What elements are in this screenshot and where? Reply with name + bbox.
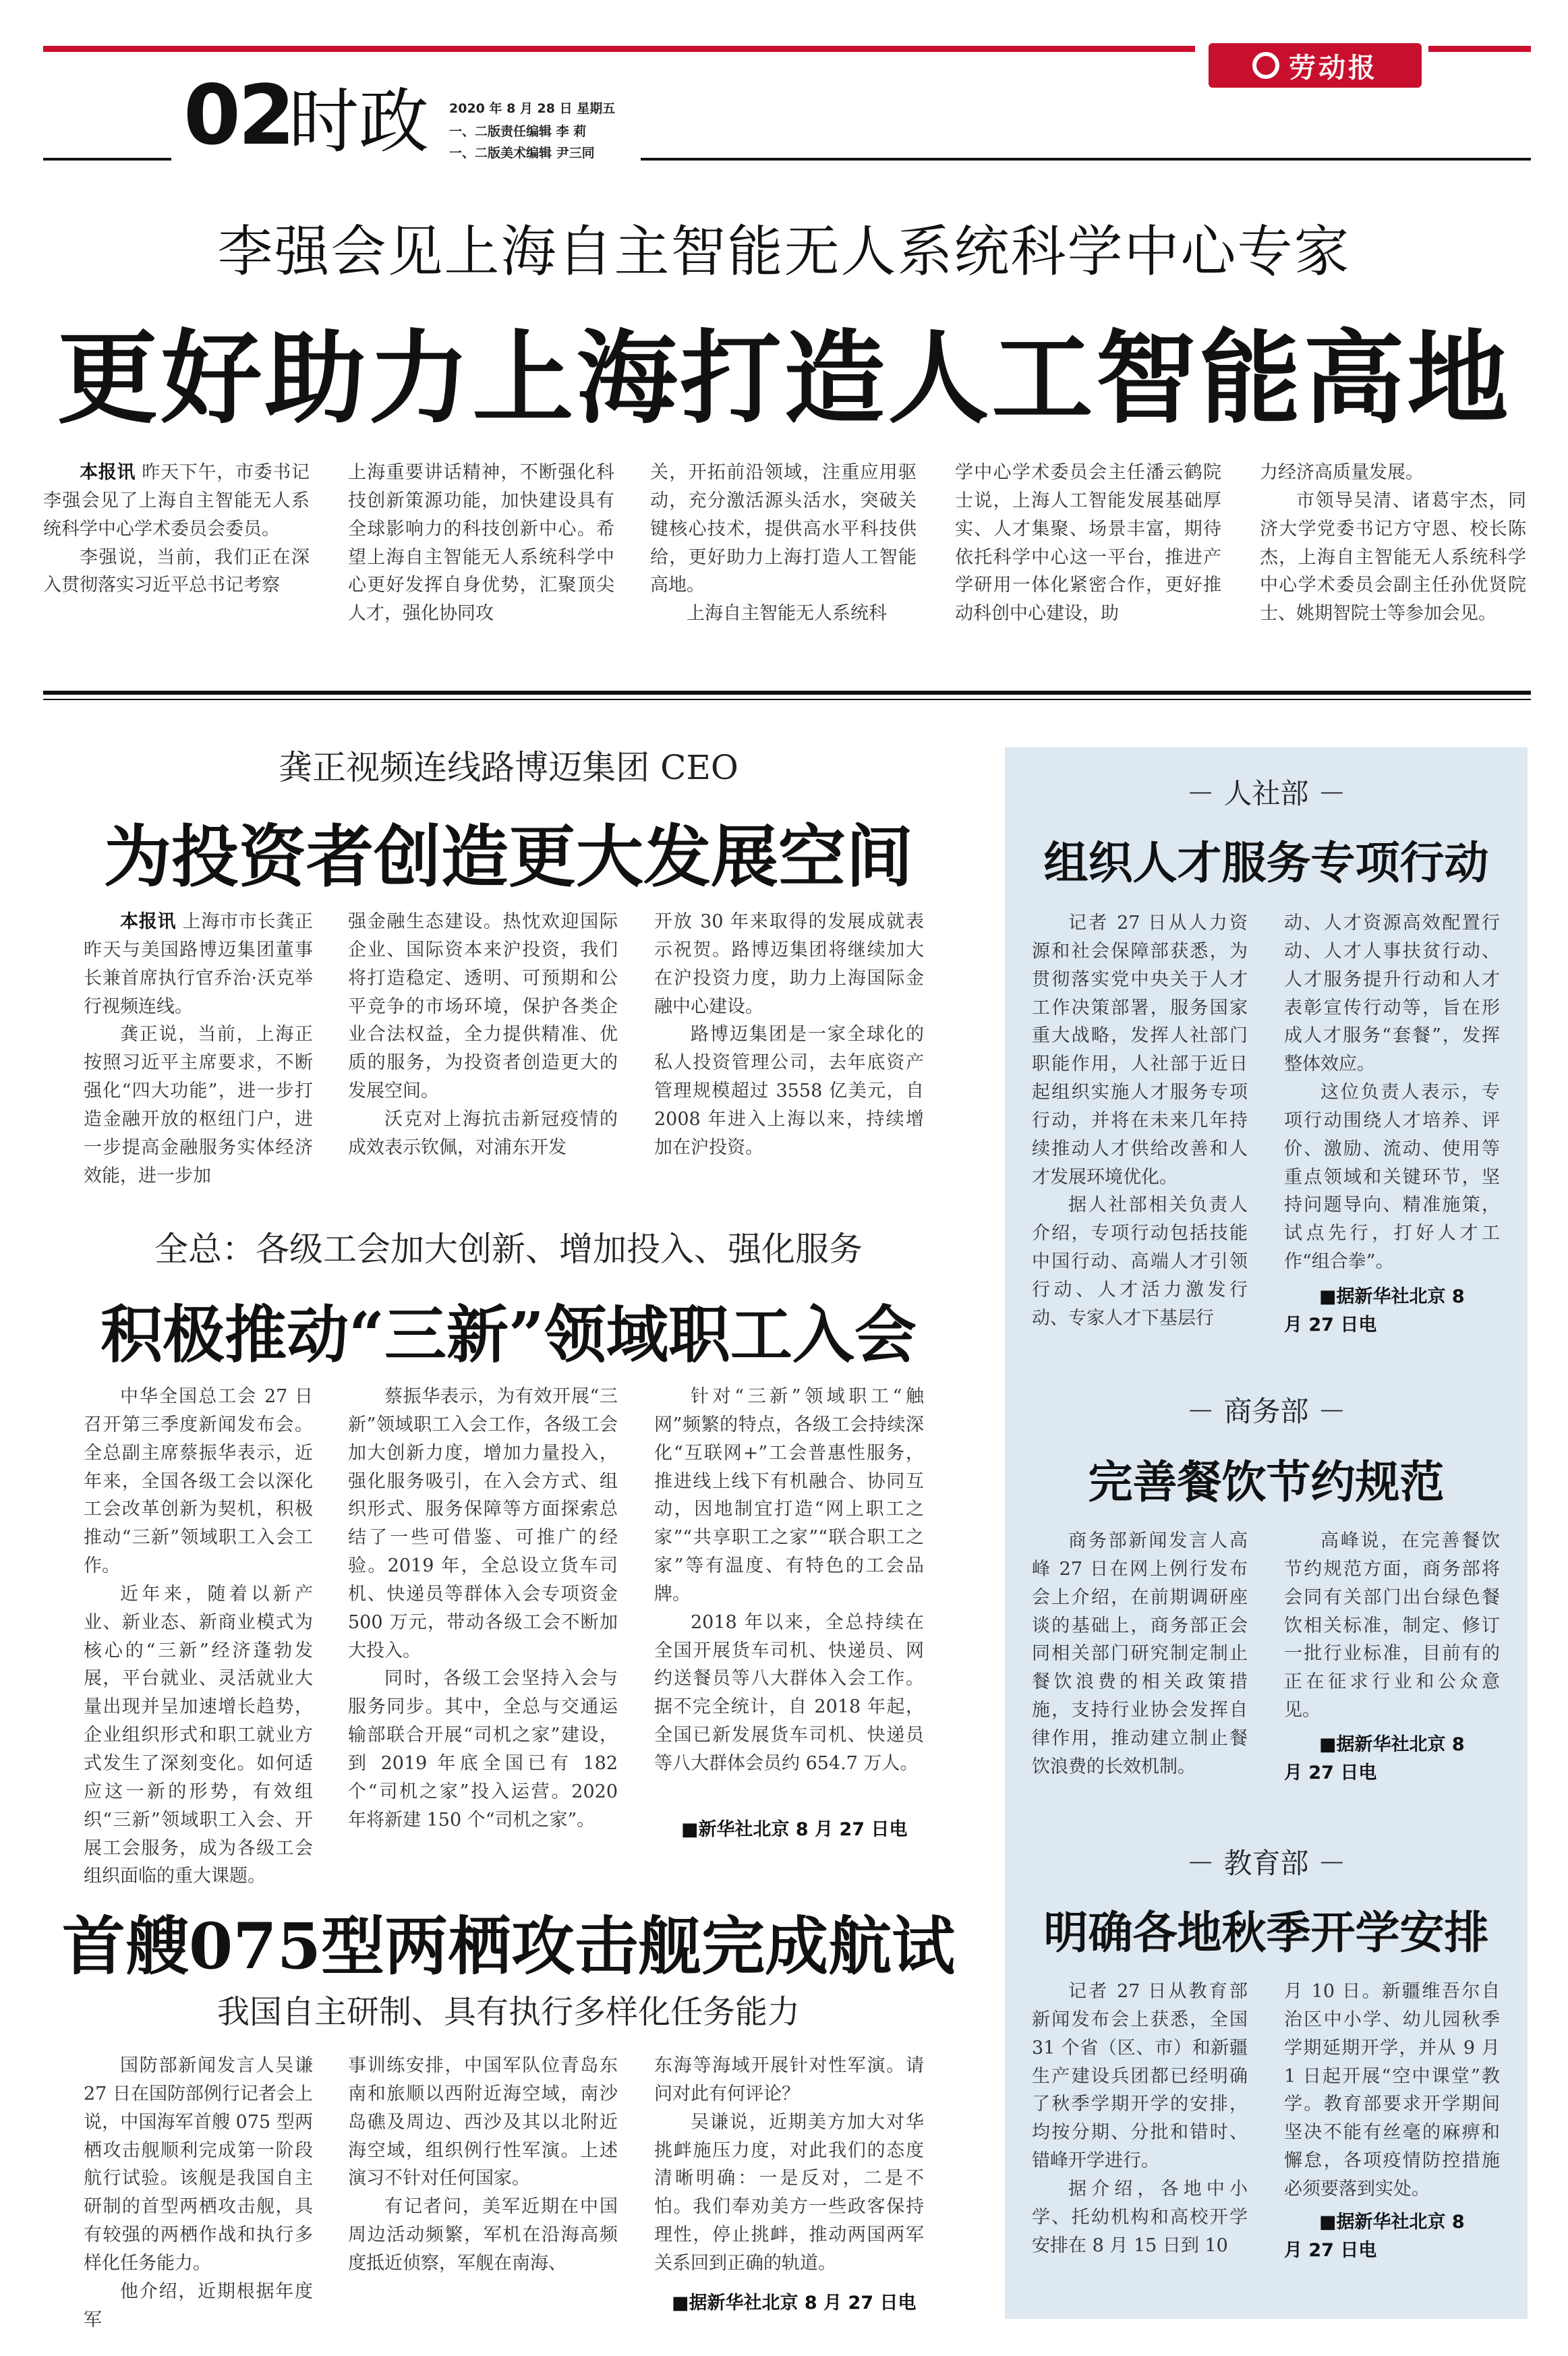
lead-bottom-rule — [43, 691, 1531, 695]
hrss-column-1: 记者 27 日从人力资源和社会保障部获悉，为贯彻落实党中央关于人才工作决策部署，服务国家重大战略，发挥人社部门职能作用，人社部于近日起组织实施人才服务专项行动，并将在未来几年持续推动人才供给改善和人才发展环境优化。 据人社部相关负责人介绍，专项行动包括技能中国行动、高端人才引领行动、人才活力激发行动、专家人才下基层行 — [1032, 913, 1248, 1329]
moe-byline-1: ■据新华社北京 8 — [1319, 2212, 1465, 2233]
header-rule-left — [43, 158, 171, 161]
story2-column-2: 强金融生态建设。热忱欢迎国际企业、国际资本来沪投资，我们将打造稳定、透明、可预期和公平竞争的市场环境，保护各类企业合法权益，全力提供精准、优质的服务，为投资者创造更大的发展空间。 沃克对上海抗击新冠疫情的成效表示钦佩，对浦东开发 — [348, 911, 618, 1158]
story4-column-2: 事训练安排，中国军队位青岛东南和旅顺以西附近海空域，南沙岛礁及周边、西沙及其以北附近海空域，组织例行性军演。上述演习不针对任何国家。 有记者问，美军近期在中国周边活动频繁，军机在沿海高频度抵近侦察，军舰在南海、 — [348, 2055, 618, 2274]
story4-title: 首艘075型两栖攻击舰完成航试 — [61, 1909, 956, 1984]
lead-title: 更好助力上海打造人工智能高地 — [57, 319, 1511, 438]
story2-column-1: 本报讯 上海市市长龚正昨天与美国路博迈集团董事长兼首席执行官乔治·沃克举行视频连线。 龚正说，当前，上海正按照习近平主席要求，不断强化“四大功能”，进一步打造金融开放的枢纽门户，进一步提高金融服务实体经济效能，进一步加 — [84, 911, 314, 1186]
lead-column-1: 本报讯 昨天下午，市委书记李强会见了上海自主智能无人系统科学中心学术委员会委员。 李强说，当前，我们正在深入贯彻落实习近平总书记考察 — [43, 462, 310, 596]
lead-bottom-rule-thin — [43, 699, 1531, 700]
story2-column-3: 开放 30 年来取得的发展成就表示祝贺。路博迈集团将继续加大在沪投资力度，助力上海国际金融中心建设。 路博迈集团是一家全球化的私人投资管理公司，去年底资产管理规模超过 3558 亿美元，自 2008 年进入上海以来，持续增加在沪投资。 — [654, 911, 924, 1158]
moe-kicker: － 教育部 － — [1186, 1847, 1346, 1880]
story3-kicker: 全总：各级工会加大创新、增加投入、强化服务 — [154, 1230, 863, 1269]
header-rule-right — [641, 158, 1531, 161]
lead-subtitle: 李强会见上海自主智能无人系统科学中心专家 — [217, 220, 1351, 284]
mofcom-title: 完善餐饮节约规范 — [1088, 1456, 1445, 1508]
editor-line: 一、二版责任编辑 李 莉 — [449, 124, 587, 139]
hrss-title: 组织人才服务专项行动 — [1043, 836, 1489, 889]
lead-column-3: 关，开拓前沿领域，注重应用驱动，充分激活源头活水，突破关键核心技术，提供高水平科技供给，更好助力上海打造人工智能高地。 上海自主智能无人系统科 — [650, 462, 917, 625]
page-number: 02 — [183, 67, 293, 163]
moe-byline-2: 月 27 日电 — [1284, 2240, 1377, 2261]
story4-kicker: 我国自主研制、具有执行多样化任务能力 — [216, 1993, 800, 2031]
hrss-byline-2: 月 27 日电 — [1284, 1315, 1377, 1335]
story3-column-2: 蔡振华表示，为有效开展“三新”领域职工入会工作，各级工会加大创新力度，增加力量投入，强化服务吸引，在入会方式、组织形式、服务保障等方面探索总结了一些可借鉴、可推广的经验。2019 年，全总设立货车司机、快递员等群体入会专项资金 500 万元，带动各级工会不断加大投入。 同时，各级工会坚持入会与服务同步。其中，全总与交通运输部联合开展“司机之家”建设，到 2019 年底全国已有 182 个“司机之家”投入运营。2020 年将新建 150 个“司机之家”。 — [348, 1386, 618, 1831]
mofcom-kicker: － 商务部 － — [1186, 1395, 1346, 1428]
hrss-column-2: 动、人才资源高效配置行动、人才人事扶贫行动、人才服务提升行动和人才表彰宣传行动等，旨在形成人才服务“套餐”，发挥整体效应。 这位负责人表示，专项行动围绕人才培养、评价、激励、流动、使用等重点领域和关键环节，坚持问题导向、精准施策，试点先行，打好人才工作“组合拳”。 — [1284, 913, 1500, 1273]
mofcom-byline-2: 月 27 日电 — [1284, 1762, 1377, 1783]
story3-column-1: 中华全国总工会 27 日召开第三季度新闻发布会。全总副主席蔡振华表示，近年来，全国各级工会以深化工会改革创新为契机，积极推动“三新”领域职工入会工作。 近年来，随着以新产业、新业态、新商业模式为核心的“三新”经济蓬勃发展，平台就业、灵活就业大量出现并呈加速增长趋势，企业组织形式和职工就业方式发生了深刻变化。如何适应这一新的形势，有效组织“三新”领域职工入会、开展工会服务，成为各级工会组织面临的重大课题。 — [84, 1386, 313, 1887]
mofcom-byline-1: ■据新华社北京 8 — [1319, 1734, 1465, 1755]
lead-column-5: 力经济高质量发展。 市领导吴清、诸葛宇杰，同济大学党委书记方守恩、校长陈杰，上海自主智能无人系统科学中心学术委员会副主任孙优贤院士、姚期智院士等参加会见。 — [1260, 462, 1526, 625]
story3-title: 积极推动“三新”领域职工入会 — [100, 1298, 917, 1371]
top-red-rule-right — [1428, 46, 1531, 52]
story4-column-1: 国防部新闻发言人吴谦 27 日在国防部例行记者会上说，中国海军首艘 075 型两栖攻击舰顺利完成第一阶段航行试验。该舰是我国自主研制的首型两栖攻击舰，具有较强的两栖作战和执行多样化任务能力。 他介绍，近期根据年度军 — [84, 2055, 313, 2330]
moe-column-2: 月 10 日。新疆维吾尔自治区中小学、幼儿园秋季学期延期开学，并从 9 月 1 日起开展“空中课堂”教学。教育部要求开学期间坚决不能有丝毫的麻痹和懈怠，各项疫情防控措施必须要落到实处。 — [1284, 1981, 1500, 2200]
mofcom-column-1: 商务部新闻发言人高峰 27 日在网上例行发布会上介绍，在前期调研座谈的基础上，商务部正会同相关部门研究制定制止餐饮浪费的相关政策措施，支持行业协会发挥自律作用，推动建立制止餐饮浪费的长效机制。 — [1032, 1530, 1248, 1777]
lead-dateline: 本报讯 — [80, 462, 136, 483]
lead-column-2: 上海重要讲话精神，不断强化科技创新策源功能，加快建设具有全球影响力的科技创新中心。希望上海自主智能无人系统科学中心更好发挥自身优势，汇聚顶尖人才，强化协同攻 — [348, 462, 614, 625]
art-editor-line: 一、二版美术编辑 尹三同 — [449, 146, 595, 161]
story4-byline: ■据新华社北京 8 月 27 日电 — [672, 2293, 917, 2314]
story4-column-3: 东海等海域开展针对性军演。请问对此有何评论？ 吴谦说，近期美方加大对华挑衅施压力度，对此我们的态度清晰明确：一是反对，二是不怕。我们奉劝美方一些政客保持理性，停止挑衅，推动两国两军关系回到正确的轨道。 — [654, 2055, 924, 2274]
story2-kicker: 龚正视频连线路博迈集团 CEO — [279, 748, 738, 787]
hrss-kicker: － 人社部 － — [1186, 777, 1346, 810]
hrss-byline-1: ■据新华社北京 8 — [1319, 1286, 1465, 1307]
moe-column-1: 记者 27 日从教育部新闻发布会上获悉，全国 31 个省（区、市）和新疆生产建设兵团都已经明确了秋季学期开学的安排，均按分期、分批和错时、错峰开学进行。 据介绍，各地中小学、托幼机构和高校开学安排在 8 月 15 日到 10 — [1032, 1981, 1248, 2256]
top-red-rule — [43, 46, 1195, 52]
mofcom-column-2: 高峰说，在完善餐饮节约规范方面，商务部将会同有关部门出台绿色餐饮相关标准，制定、修订一批行业标准，目前有的正在征求行业和公众意见。 — [1284, 1530, 1500, 1721]
lead-column-4: 学中心学术委员会主任潘云鹤院士说，上海人工智能发展基础厚实、人才集聚、场景丰富，期待依托科学中心这一平台，推进产学研用一体化紧密合作，更好推动科创中心建设，助 — [955, 462, 1221, 625]
section-name: 时政 — [289, 80, 430, 163]
story3-byline: ■新华社北京 8 月 27 日电 — [681, 1819, 908, 1840]
issue-date: 2020 年 8 月 28 日 星期五 — [449, 101, 616, 116]
story3-column-3: 针对“三新”领域职工“触网”频繁的特点，各级工会持续深化“互联网+”工会普惠性服务，推进线上线下有机融合、协同互动，因地制宜打造“网上职工之家”“共享职工之家”“联合职工之家”等有温度、有特色的工会品牌。 2018 年以来，全总持续在全国开展货车司机、快递员、网约送餐员等八大群体入会工作。据不完全统计，自 2018 年起，全国已新发展货车司机、快递员等八大群体会员约 654.7 万人。 — [654, 1386, 924, 1774]
logo-icon — [1252, 52, 1279, 79]
masthead-logo: 劳动报 — [1209, 43, 1422, 88]
moe-title: 明确各地秋季开学安排 — [1043, 1906, 1489, 1959]
story2-title: 为投资者创造更大发展空间 — [104, 817, 913, 896]
